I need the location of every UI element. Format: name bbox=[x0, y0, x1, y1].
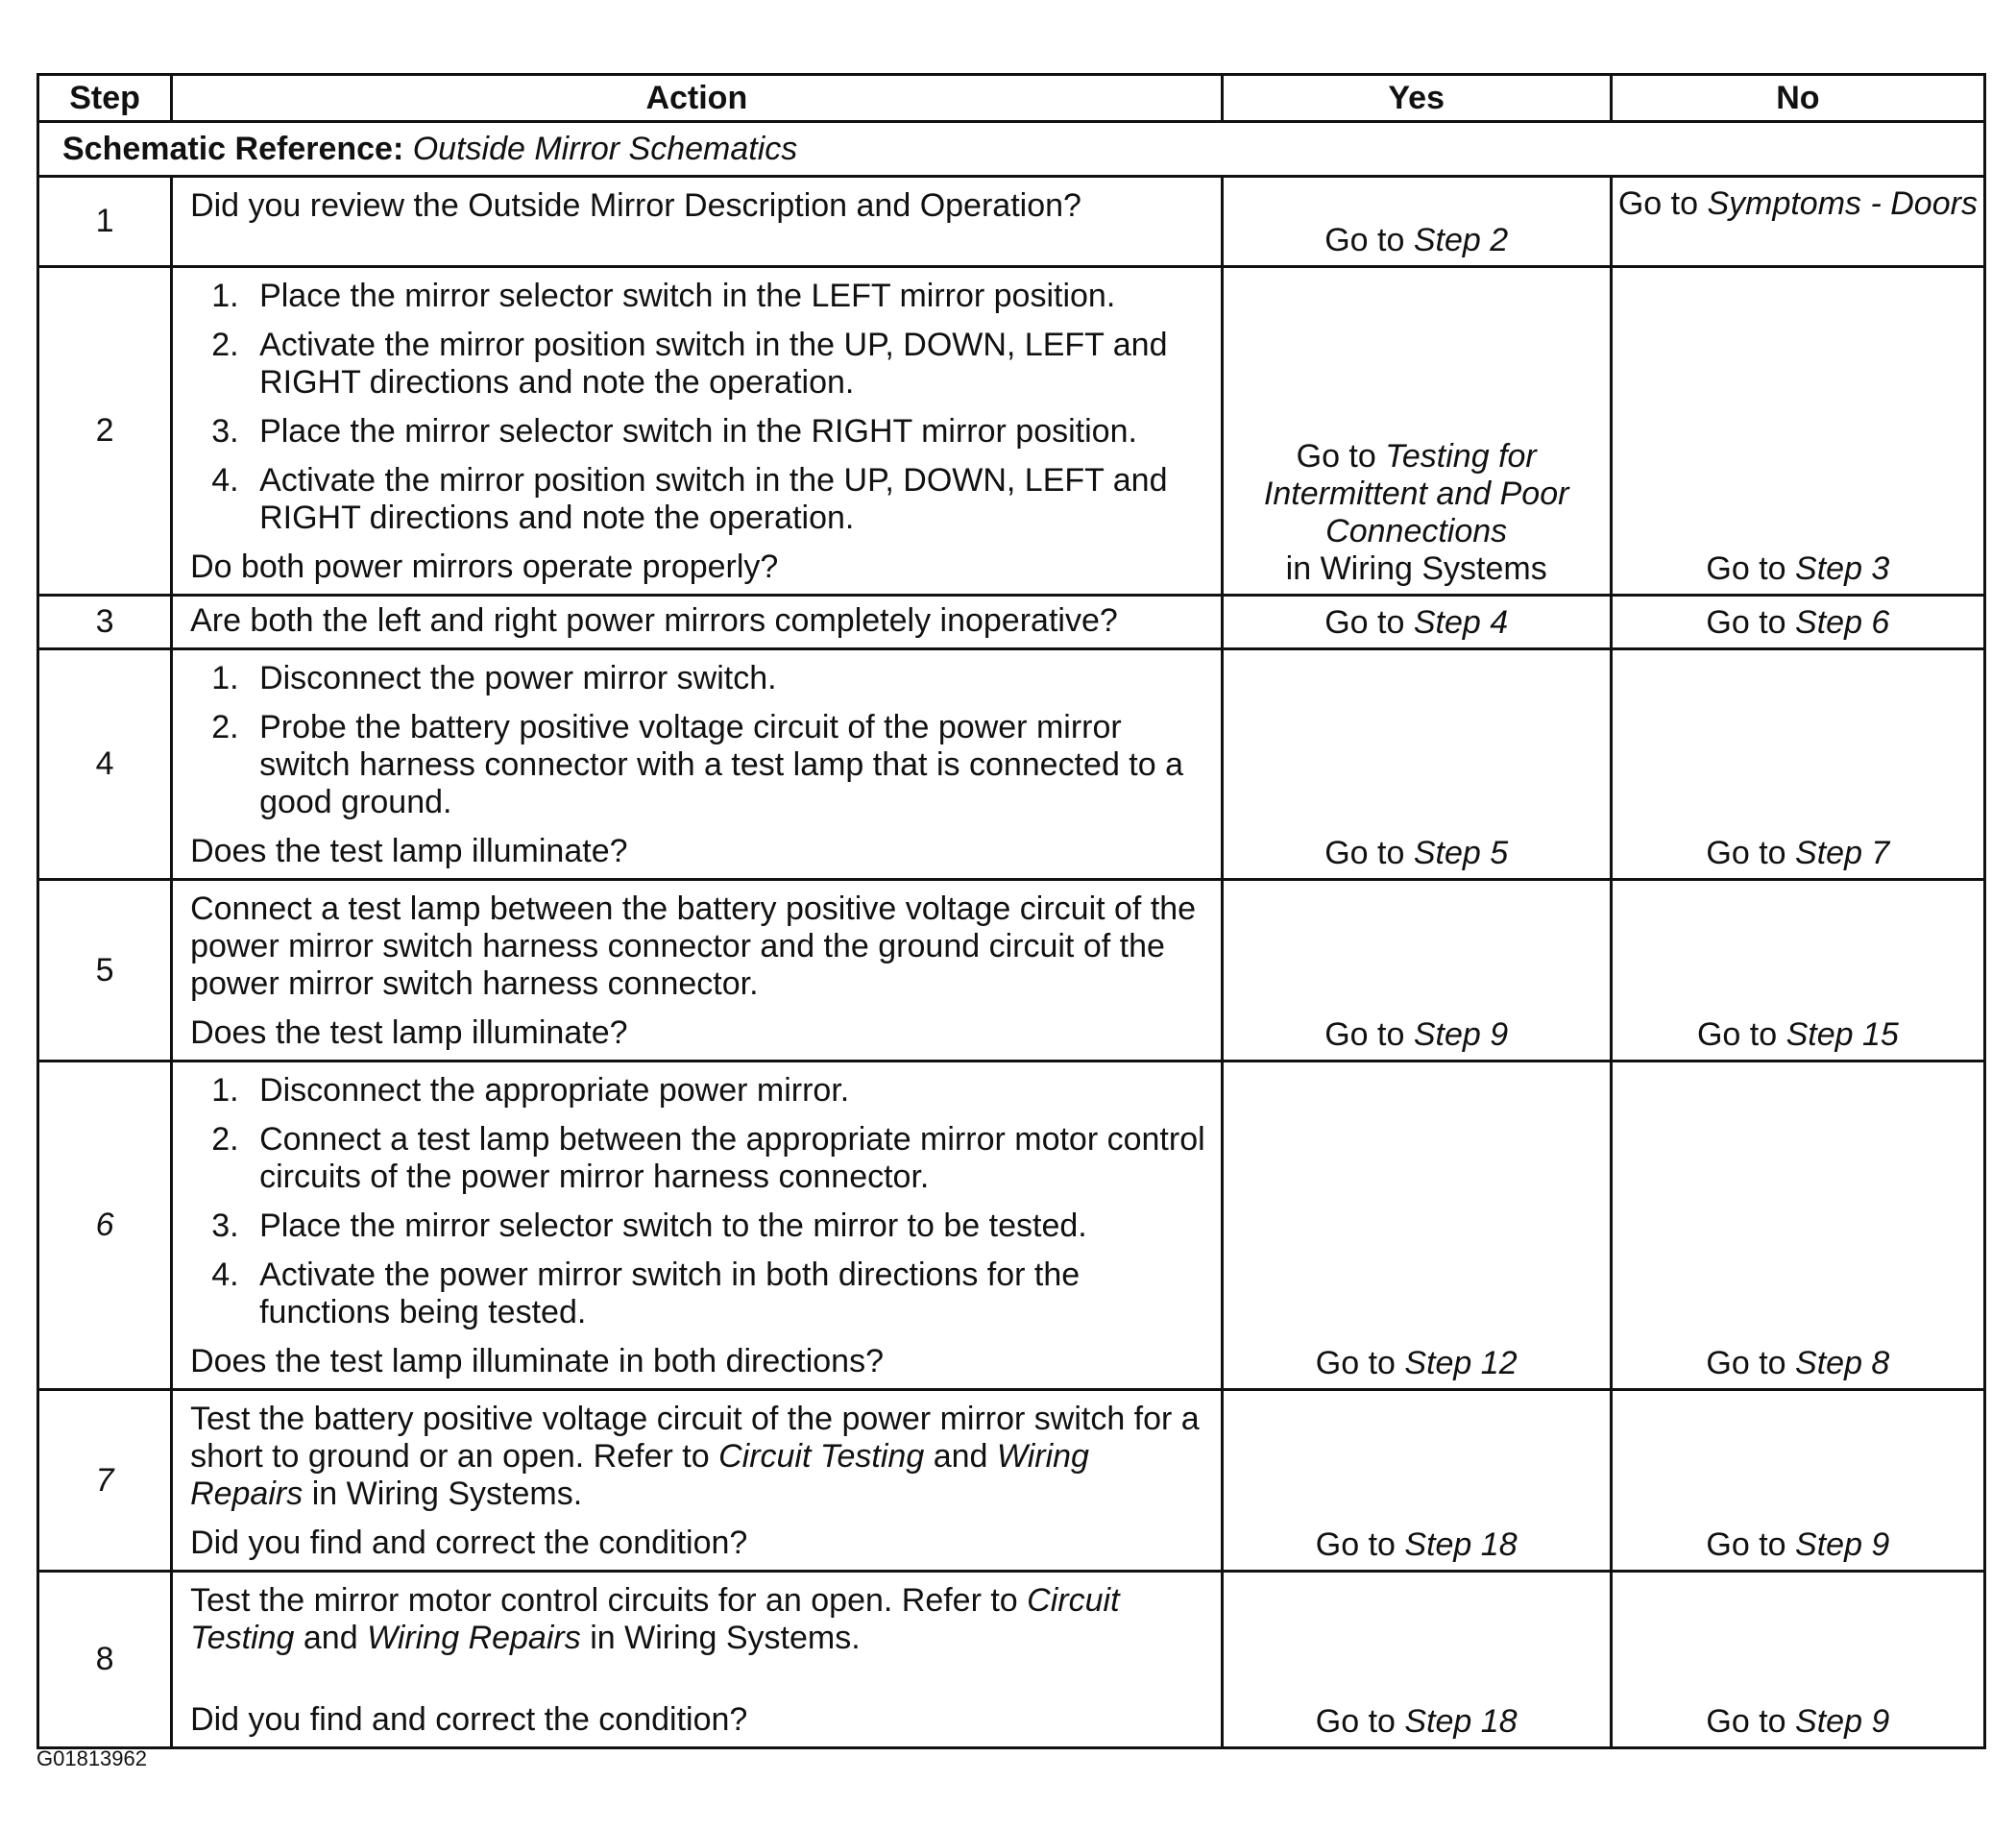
table-row bbox=[38, 596, 1985, 649]
no-prefix: Go to bbox=[1617, 185, 1698, 222]
action-list-item: 1. Disconnect the power mirror switch. bbox=[248, 660, 1207, 697]
action-cell bbox=[172, 880, 1223, 1061]
yes-prefix: Go to bbox=[1296, 438, 1376, 475]
action-text bbox=[190, 1582, 1207, 1657]
header-row bbox=[38, 75, 1985, 122]
table-row bbox=[38, 1572, 1985, 1748]
step-number: 6 bbox=[38, 1061, 172, 1390]
yes-link[interactable]: Step 2 bbox=[1413, 222, 1509, 258]
no-link[interactable]: Step 9 bbox=[1795, 1526, 1890, 1563]
no-cell bbox=[1611, 1390, 1984, 1572]
yes-cell bbox=[1222, 1390, 1611, 1572]
action-cell bbox=[172, 596, 1223, 649]
yes-cell bbox=[1222, 649, 1611, 880]
yes-prefix: Go to bbox=[1315, 1703, 1396, 1740]
no-cell bbox=[1611, 880, 1984, 1061]
yes-prefix: Go to bbox=[1324, 1016, 1405, 1053]
action-list-item: 2. Probe the battery positive voltage circuit of the power mirror switch harness connector with a test lamp that is connected to a good ground. bbox=[248, 709, 1207, 821]
yes-cell bbox=[1222, 596, 1611, 649]
action-list-item: 4. Activate the mirror position switch in the UP, DOWN, LEFT and RIGHT directions and note the operation. bbox=[248, 462, 1207, 537]
no-prefix: Go to bbox=[1706, 1703, 1786, 1740]
step-number: 7 bbox=[38, 1390, 172, 1572]
action-list-item: 4. Activate the power mirror switch in both directions for the functions being tested. bbox=[248, 1257, 1207, 1331]
yes-cell bbox=[1222, 1572, 1611, 1748]
yes-prefix: Go to bbox=[1324, 222, 1405, 258]
action-list-item: 1. Place the mirror selector switch in the LEFT mirror position. bbox=[248, 278, 1207, 315]
yes-link[interactable]: Step 9 bbox=[1413, 1016, 1509, 1053]
no-cell bbox=[1611, 596, 1984, 649]
action-cell bbox=[172, 177, 1223, 267]
action-text bbox=[190, 1401, 1207, 1513]
no-cell bbox=[1611, 1061, 1984, 1390]
no-link[interactable]: Step 15 bbox=[1785, 1016, 1899, 1053]
yes-cell bbox=[1222, 880, 1611, 1061]
table-row bbox=[38, 177, 1985, 267]
no-cell bbox=[1611, 177, 1984, 267]
action-question: Do both power mirrors operate properly? bbox=[190, 549, 779, 585]
table-row bbox=[38, 1061, 1985, 1390]
no-prefix: Go to bbox=[1706, 1526, 1786, 1563]
action-question: Does the test lamp illuminate? bbox=[190, 1014, 628, 1051]
no-link[interactable]: Step 3 bbox=[1795, 550, 1890, 587]
diagnostic-table bbox=[36, 73, 1986, 1749]
yes-prefix: Go to bbox=[1315, 1526, 1396, 1563]
no-prefix: Go to bbox=[1706, 835, 1786, 871]
circuit-testing-link[interactable]: Circuit Testing bbox=[718, 1438, 925, 1475]
action-cell bbox=[172, 267, 1223, 596]
yes-cell bbox=[1222, 267, 1611, 596]
no-cell bbox=[1611, 1572, 1984, 1748]
step-number: 8 bbox=[38, 1572, 172, 1748]
no-prefix: Go to bbox=[1706, 1345, 1786, 1381]
action-cell bbox=[172, 1572, 1223, 1748]
action-cell bbox=[172, 649, 1223, 880]
yes-link[interactable]: Testing for Intermittent and Poor Connections bbox=[1263, 438, 1569, 549]
no-cell bbox=[1611, 267, 1984, 596]
table-row bbox=[38, 267, 1985, 596]
yes-link[interactable]: Step 4 bbox=[1413, 604, 1509, 641]
yes-prefix: Go to bbox=[1324, 604, 1405, 641]
yes-suffix: in Wiring Systems bbox=[1285, 550, 1547, 587]
table-row bbox=[38, 880, 1985, 1061]
yes-link[interactable]: Step 12 bbox=[1404, 1345, 1518, 1381]
action-list-item: 1. Disconnect the appropriate power mirror. bbox=[248, 1072, 1207, 1110]
yes-prefix: Go to bbox=[1315, 1345, 1396, 1381]
schematic-reference-row bbox=[38, 122, 1985, 177]
action-list bbox=[190, 278, 1207, 537]
step-number: 2 bbox=[38, 267, 172, 596]
yes-link[interactable]: Step 5 bbox=[1413, 835, 1509, 871]
action-text: Connect a test lamp between the battery positive voltage circuit of the power mirror switch harness connector and the ground circuit of the power mirror switch harness connector. bbox=[190, 891, 1197, 1002]
action-text-part: and bbox=[303, 1620, 358, 1656]
header-step: Step bbox=[38, 75, 172, 122]
step-number: 1 bbox=[38, 177, 172, 267]
table-row bbox=[38, 1390, 1985, 1572]
action-question: Did you find and correct the condition? bbox=[190, 1525, 748, 1561]
yes-cell bbox=[1222, 177, 1611, 267]
figure-id: G01813962 bbox=[36, 1746, 147, 1770]
no-link[interactable]: Step 7 bbox=[1795, 835, 1890, 871]
yes-link[interactable]: Step 18 bbox=[1404, 1703, 1518, 1740]
action-question: Does the test lamp illuminate? bbox=[190, 833, 628, 869]
yes-link[interactable]: Step 18 bbox=[1404, 1526, 1518, 1563]
action-list-item: 3. Place the mirror selector switch to the mirror to be tested. bbox=[248, 1208, 1207, 1245]
header-yes: Yes bbox=[1222, 75, 1611, 122]
action-question: Does the test lamp illuminate in both directions? bbox=[190, 1343, 884, 1379]
action-cell bbox=[172, 1390, 1223, 1572]
no-prefix: Go to bbox=[1706, 550, 1786, 587]
action-question: Did you find and correct the condition? bbox=[190, 1701, 748, 1738]
no-link[interactable]: Step 6 bbox=[1795, 604, 1890, 641]
action-text-part: in Wiring Systems. bbox=[311, 1476, 583, 1512]
action-list bbox=[190, 660, 1207, 821]
action-question: Are both the left and right power mirrors completely inoperative? bbox=[190, 602, 1118, 639]
step-number: 4 bbox=[38, 649, 172, 880]
schematic-reference-label: Schematic Reference: bbox=[62, 130, 404, 167]
yes-cell bbox=[1222, 1061, 1611, 1390]
circuit-testing-link[interactable]: Circuit Testing bbox=[190, 1582, 1120, 1656]
step-number: 5 bbox=[38, 880, 172, 1061]
header-no: No bbox=[1611, 75, 1984, 122]
action-text-part: and bbox=[933, 1438, 988, 1475]
schematic-reference bbox=[38, 122, 1985, 177]
header-action: Action bbox=[172, 75, 1223, 122]
action-text-part: Test the battery positive voltage circuit of the power mirror switch for a short to ground or an open. Refer to bbox=[190, 1401, 1200, 1475]
no-prefix: Go to bbox=[1696, 1016, 1778, 1053]
no-cell bbox=[1611, 649, 1984, 880]
action-text-part: in Wiring Systems. bbox=[590, 1620, 861, 1656]
table-row bbox=[38, 649, 1985, 880]
action-text-part: Test the mirror motor control circuits for an open. Refer to bbox=[190, 1582, 1018, 1619]
action-cell bbox=[172, 1061, 1223, 1390]
no-link[interactable]: Step 9 bbox=[1795, 1703, 1890, 1740]
wiring-repairs-link[interactable]: Wiring Repairs bbox=[367, 1620, 581, 1656]
schematic-reference-link[interactable]: Outside Mirror Schematics bbox=[412, 130, 798, 167]
no-prefix: Go to bbox=[1706, 604, 1786, 641]
step-number: 3 bbox=[38, 596, 172, 649]
no-link[interactable]: Step 8 bbox=[1795, 1345, 1890, 1381]
action-question: Did you review the Outside Mirror Description and Operation? bbox=[190, 187, 1081, 224]
yes-prefix: Go to bbox=[1324, 835, 1405, 871]
wiring-repairs-link[interactable]: Wiring Repairs bbox=[190, 1438, 1089, 1512]
action-list-item: 2. Activate the mirror position switch in the UP, DOWN, LEFT and RIGHT directions and note the operation. bbox=[248, 327, 1207, 402]
action-list bbox=[190, 1072, 1207, 1331]
action-list-item: 2. Connect a test lamp between the appropriate mirror motor control circuits of the power mirror harness connector. bbox=[248, 1121, 1207, 1196]
no-link[interactable]: Symptoms - Doors bbox=[1707, 185, 1978, 222]
action-list-item: 3. Place the mirror selector switch in the RIGHT mirror position. bbox=[248, 413, 1207, 451]
